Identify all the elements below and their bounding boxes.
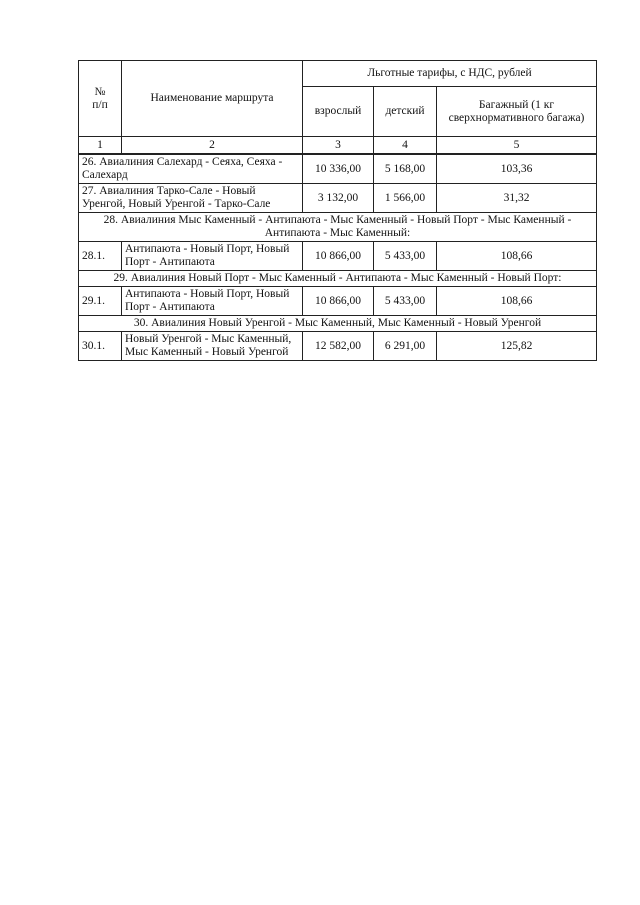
header-child: детский [374, 87, 437, 137]
baggage-fare: 103,36 [437, 154, 597, 184]
baggage-fare: 125,82 [437, 332, 597, 361]
adult-fare: 12 582,00 [303, 332, 374, 361]
header-baggage: Багажный (1 кг сверхнормативного багажа) [437, 87, 597, 137]
adult-fare: 3 132,00 [303, 184, 374, 213]
adult-fare: 10 866,00 [303, 242, 374, 271]
header-tariffs-group: Льготные тарифы, с НДС, рублей [303, 61, 597, 87]
group-title: 29. Авиалиния Новый Порт - Мыс Каменный - Антипаюта - Мыс Каменный - Новый Порт: [79, 271, 597, 287]
header-adult: взрослый [303, 87, 374, 137]
group-row [79, 271, 597, 287]
child-fare: 5 433,00 [374, 287, 437, 316]
adult-fare: 10 866,00 [303, 287, 374, 316]
group-title: 28. Авиалиния Мыс Каменный - Антипаюта - Мыс Каменный - Новый Порт - Мыс Каменный - Антипаюта - Мыс Каменный: [79, 213, 597, 242]
column-numbers-row [79, 137, 597, 155]
group-row [79, 316, 597, 332]
header-route-name: Наименование маршрута [122, 61, 303, 137]
child-fare: 1 566,00 [374, 184, 437, 213]
baggage-fare: 31,32 [437, 184, 597, 213]
baggage-fare: 108,66 [437, 242, 597, 271]
child-fare: 6 291,00 [374, 332, 437, 361]
route-name: 26. Авиалиния Салехард - Сеяха, Сеяха - Салехард [79, 154, 303, 184]
baggage-fare: 108,66 [437, 287, 597, 316]
table-row [79, 287, 597, 316]
row-number: 28.1. [79, 242, 122, 271]
col-number: 2 [122, 137, 303, 155]
table-row [79, 242, 597, 271]
child-fare: 5 433,00 [374, 242, 437, 271]
child-fare: 5 168,00 [374, 154, 437, 184]
table-row [79, 154, 597, 184]
table-row [79, 332, 597, 361]
tariffs-table [78, 60, 597, 361]
col-number: 1 [79, 137, 122, 155]
row-number: 29.1. [79, 287, 122, 316]
table-row [79, 184, 597, 213]
adult-fare: 10 336,00 [303, 154, 374, 184]
col-number: 3 [303, 137, 374, 155]
route-name: Новый Уренгой - Мыс Каменный, Мыс Каменный - Новый Уренгой [122, 332, 303, 361]
row-number: 30.1. [79, 332, 122, 361]
header-num: № п/п [79, 61, 122, 137]
route-name: Антипаюта - Новый Порт, Новый Порт - Антипаюта [122, 242, 303, 271]
col-number: 5 [437, 137, 597, 155]
route-name: 27. Авиалиния Тарко-Сале - Новый Уренгой, Новый Уренгой - Тарко-Сале [79, 184, 303, 213]
group-title: 30. Авиалиния Новый Уренгой - Мыс Каменный, Мыс Каменный - Новый Уренгой [79, 316, 597, 332]
group-row [79, 213, 597, 242]
route-name: Антипаюта - Новый Порт, Новый Порт - Антипаюта [122, 287, 303, 316]
col-number: 4 [374, 137, 437, 155]
